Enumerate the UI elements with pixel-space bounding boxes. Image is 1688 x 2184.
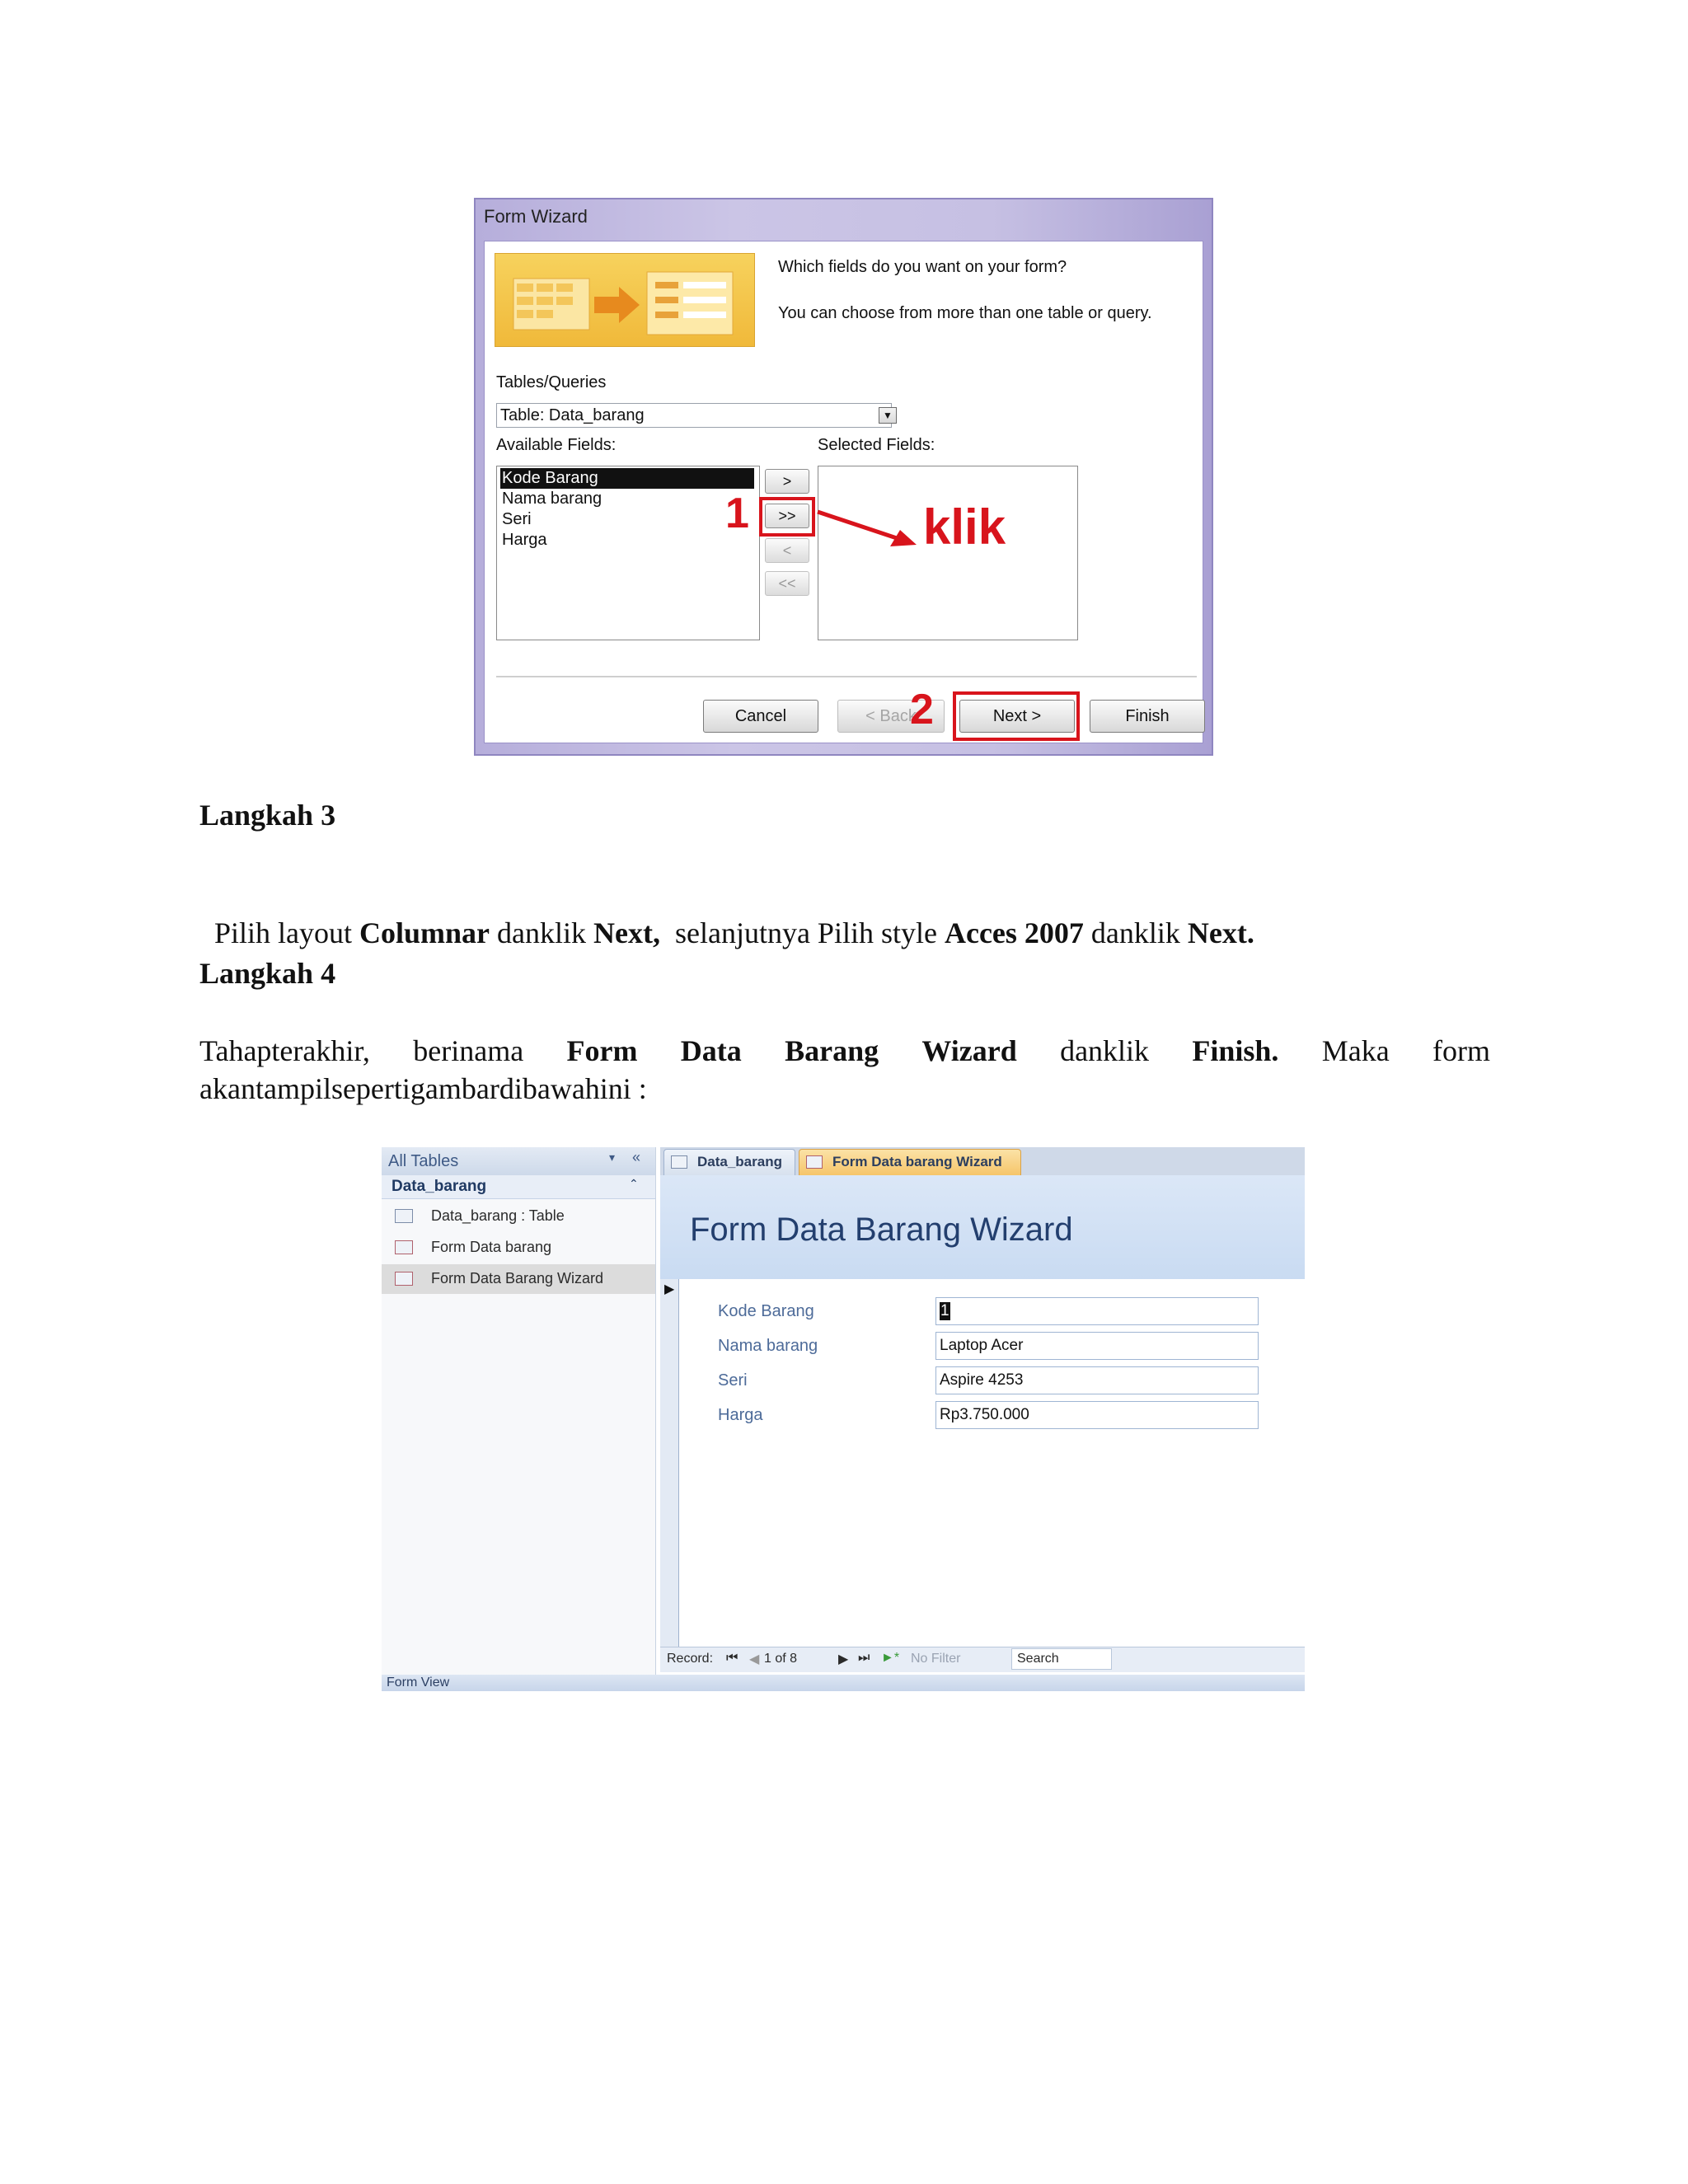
nav-item-label: Form Data barang [431,1239,552,1255]
field-item-seri[interactable]: Seri [502,510,532,528]
form-icon [395,1240,413,1254]
remove-all-fields-button[interactable]: << [765,571,809,596]
first-record-icon[interactable]: ⏮ [726,1651,738,1665]
tables-queries-value: Table: Data_barang [500,406,645,424]
step-4-line-2: akantampilsepertigambardibawahini : [199,1072,647,1105]
tables-queries-select[interactable] [496,403,892,428]
step-4-word: form [1432,1034,1490,1067]
field-value: Rp3.750.000 [940,1406,1029,1423]
nav-group[interactable] [382,1175,655,1199]
form-wizard-icon [495,254,754,346]
available-fields-label: Available Fields: [496,436,617,454]
field-item-nama-barang[interactable]: Nama barang [502,490,603,508]
previous-record-icon[interactable]: ◀ [749,1652,760,1666]
record-selector[interactable] [660,1279,679,1658]
nav-item-label: Data_barang : Table [431,1207,565,1224]
red-arrow-icon [814,505,921,555]
field-label-nama-barang: Nama barang [718,1337,818,1355]
add-all-fields-button[interactable]: >> [765,504,809,528]
finish-button[interactable]: Finish [1090,700,1205,733]
wizard-separator [496,676,1197,677]
step-3-part: danklik [490,916,594,949]
selected-fields-label: Selected Fields: [818,436,935,454]
step-3-part: danklik [1083,916,1188,949]
next-record-icon[interactable]: ▶ [838,1652,849,1666]
tables-queries-label: Tables/Queries [496,373,607,391]
form-title: Form Data Barang Wizard [690,1212,1073,1248]
field-item-harga[interactable]: Harga [502,531,547,549]
annotation-highlight-next [953,691,1080,741]
current-record-icon: ▶ [664,1282,675,1296]
step-3-part: Pilih layout [214,916,360,949]
field-item-kode-barang[interactable]: Kode Barang [500,468,754,489]
record-label: Record: [667,1652,714,1666]
chevron-down-icon[interactable]: ▼ [879,407,897,424]
step-4-word: Form [566,1034,638,1067]
step-3-heading: Langkah 3 [199,799,336,832]
step-4-word: Maka [1321,1034,1390,1067]
status-bar [382,1675,1305,1691]
nav-item-table[interactable] [382,1202,655,1231]
new-record-icon[interactable]: ►* [881,1651,900,1665]
collapse-group-icon[interactable]: ⌃ [629,1177,639,1190]
field-input-kode-barang[interactable] [935,1297,1259,1325]
step-3-part: Next, [593,916,660,949]
step-4-word: berinama [413,1034,524,1067]
access-form-screenshot [382,1147,1305,1691]
status-text: Form View [387,1675,450,1690]
record-position[interactable]: 1 of 8 [764,1652,798,1666]
step-3-part: selanjutnya Pilih style [659,916,945,949]
tab-form-wizard[interactable] [799,1149,1021,1175]
step-3-part: Acces 2007 [944,916,1084,949]
form-wizard-screenshot [474,198,1213,756]
field-label-seri: Seri [718,1371,748,1390]
field-input-nama-barang[interactable] [935,1332,1259,1360]
remove-field-button[interactable]: < [765,538,809,563]
step-4-heading: Langkah 4 [199,957,336,990]
annotation-highlight-add-all [759,497,815,537]
nav-group-label: Data_barang [392,1178,487,1195]
annotation-step-1: 1 [725,490,749,537]
wizard-subtext: You can choose from more than one table or query. [778,304,1152,322]
field-label-kode-barang: Kode Barang [718,1302,814,1320]
wizard-panel [484,241,1203,743]
nav-header-label: All Tables [388,1152,459,1170]
field-value: Laptop Acer [940,1337,1024,1354]
search-box[interactable] [1011,1648,1112,1670]
step-4-word: danklik [1060,1034,1150,1067]
collapse-pane-icon[interactable]: « [632,1149,641,1165]
table-icon [395,1209,413,1223]
form-header [660,1175,1305,1279]
nav-item-form-data-barang[interactable] [382,1233,655,1263]
no-filter-label[interactable]: No Filter [911,1652,961,1666]
back-button[interactable]: < Back [837,700,945,733]
annotation-step-2: 2 [910,686,934,733]
step-4-word: Finish. [1192,1034,1279,1067]
field-input-harga[interactable] [935,1401,1259,1429]
tab-label: Data_barang [697,1154,782,1169]
next-button[interactable]: Next > [959,700,1075,733]
available-fields-list[interactable] [496,466,760,640]
nav-header[interactable] [382,1147,655,1175]
step-4-word: Data [680,1034,742,1067]
step-4-word: Wizard [921,1034,1017,1067]
wizard-title: Form Wizard [484,206,588,227]
add-field-button[interactable]: > [765,469,809,494]
search-placeholder: Search [1017,1652,1059,1666]
field-value: 1 [940,1302,950,1319]
wizard-question: Which fields do you want on your form? [778,258,1067,276]
tab-label: Form Data barang Wizard [832,1154,1002,1169]
step-3-part: Columnar [359,916,490,949]
cancel-button[interactable]: Cancel [703,700,818,733]
field-value: Aspire 4253 [940,1371,1024,1389]
form-icon [806,1155,823,1169]
wizard-banner-image [495,253,755,347]
step-4-word: Tahapterakhir, [199,1034,370,1067]
nav-item-form-wizard[interactable] [382,1264,655,1294]
last-record-icon[interactable]: ⏭ [858,1651,870,1665]
record-navigation-bar [660,1647,1305,1672]
table-icon [671,1155,687,1169]
step-4-word: Barang [785,1034,879,1067]
form-icon [395,1272,413,1286]
chevron-down-icon[interactable]: ▾ [609,1151,616,1164]
tab-data-barang[interactable] [663,1149,795,1175]
step-3-part: Next. [1187,916,1254,949]
nav-item-label: Form Data Barang Wizard [431,1270,604,1286]
field-label-harga: Harga [718,1406,763,1424]
step-3-text [199,876,1254,952]
field-input-seri[interactable] [935,1366,1259,1394]
annotation-klik: klik [923,499,1006,555]
step-4-line-1 [199,1032,1490,1070]
